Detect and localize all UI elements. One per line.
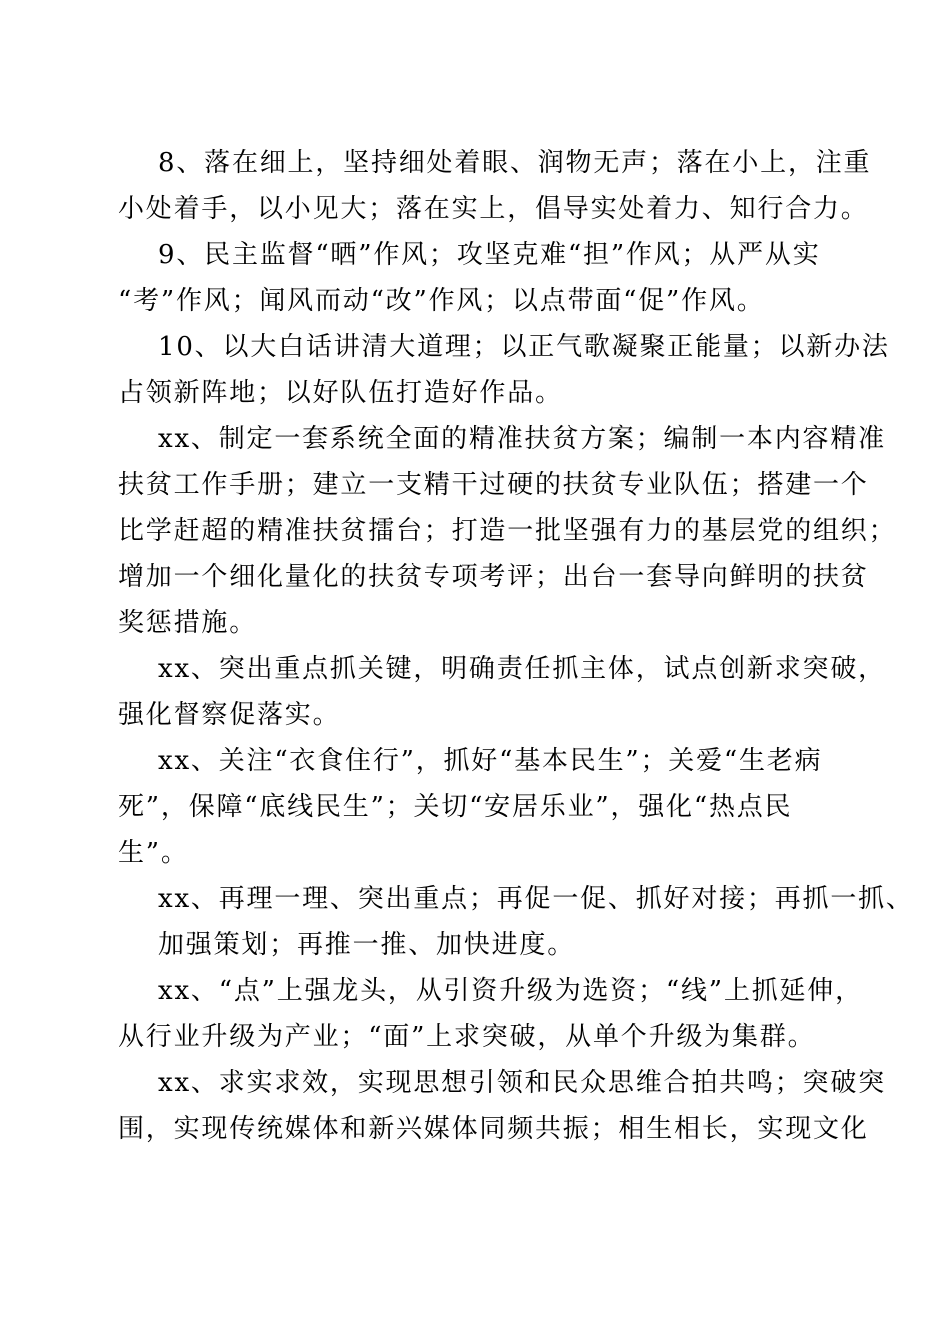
paragraph-9-line-2: “考”作风；闻风而动“改”作风；以点带面“促”作风。 [118,286,765,316]
paragraph-livelihood-line-3: 生”。 [118,838,189,868]
paragraph-poverty-line-4: 增加一个细化量化的扶贫专项考评；出台一套导向鲜明的扶贫 [118,562,869,592]
paragraph-8-line-2: 小处着手，以小见大；落在实上，倡导实处着力、知行合力。 [118,194,869,224]
paragraph-review-line-2: 加强策划；再推一推、加快进度。 [158,930,576,960]
paragraph-poverty-line-3: 比学赶超的精准扶贫擂台；打造一批坚强有力的基层党的组织； [118,516,897,546]
paragraph-industry-line-2: 从行业升级为产业；“面”上求突破，从单个升级为集群。 [118,1022,816,1052]
paragraph-poverty-line-2: 扶贫工作手册；建立一支精干过硬的扶贫专业队伍；搭建一个 [118,470,869,500]
paragraph-livelihood-line-1: xx、关注“衣食住行”，抓好“基本民生”；关爱“生老病 [158,746,823,776]
paragraph-media-line-1: xx、求实求效，实现思想引领和民众思维合拍共鸣；突破突 [158,1068,886,1098]
paragraph-10-line-2: 占领新阵地；以好队伍打造好作品。 [118,378,563,408]
paragraph-industry-line-1: xx、“点”上强龙头，从引资升级为选资；“线”上抓延伸， [158,976,863,1006]
paragraph-review-line-1: xx、再理一理、突出重点；再促一促、抓好对接；再抓一抓、 [158,884,914,914]
paragraph-poverty-line-5: 奖惩措施。 [118,608,258,638]
paragraph-focus-line-2: 强化督察促落实。 [118,700,341,730]
paragraph-10-line-1: 10、以大白话讲清大道理；以正气歌凝聚正能量；以新办法 [158,332,890,362]
paragraph-9-line-1: 9、民主监督“晒”作风；攻坚克难“担”作风；从严从实 [158,240,821,270]
paragraph-media-line-2: 围，实现传统媒体和新兴媒体同频共振；相生相长，实现文化 [118,1114,869,1144]
paragraph-poverty-line-1: xx、制定一套系统全面的精准扶贫方案；编制一本内容精准 [158,424,886,454]
paragraph-focus-line-1: xx、突出重点抓关键，明确责任抓主体，试点创新求突破， [158,654,886,684]
paragraph-livelihood-line-2: 死”，保障“底线民生”；关切“安居乐业”，强化“热点民 [118,792,793,822]
paragraph-8-line-1: 8、落在细上，坚持细处着眼、润物无声；落在小上，注重 [158,148,872,178]
